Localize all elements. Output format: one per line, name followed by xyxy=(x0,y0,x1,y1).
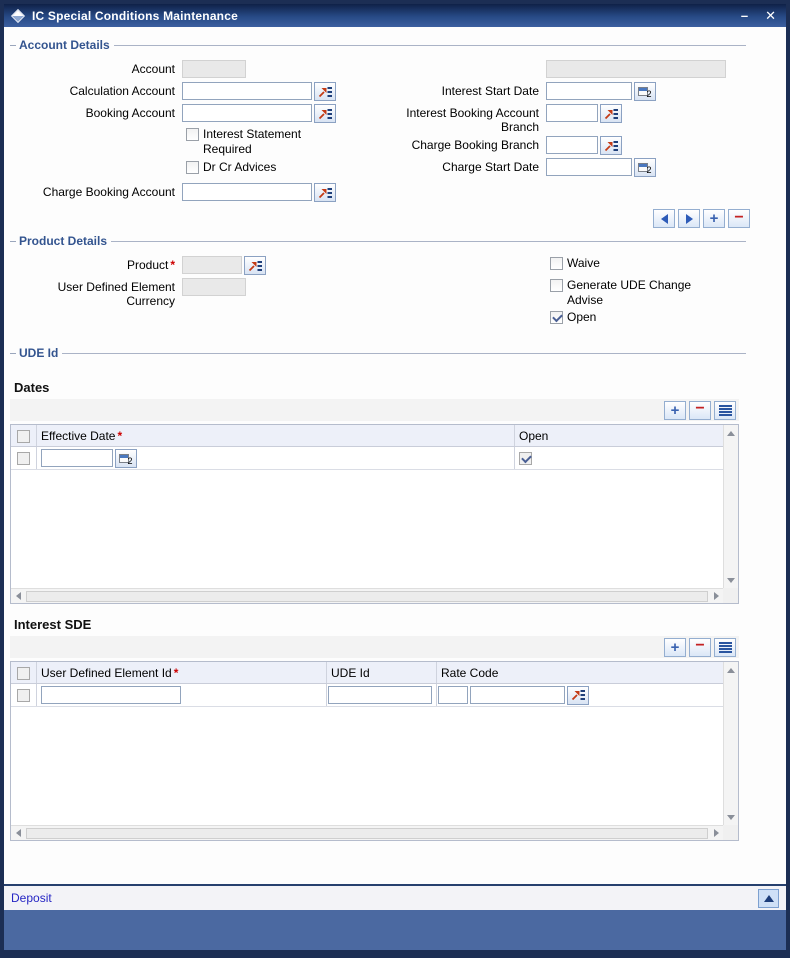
product-details-left-column xyxy=(10,256,394,332)
interest-sde-single-view-button[interactable] xyxy=(714,638,736,657)
dates-grid-body xyxy=(11,425,723,588)
ude-currency-input[interactable] xyxy=(182,278,246,296)
minimize-button[interactable] xyxy=(739,9,750,22)
dates-horizontal-scrollbar[interactable] xyxy=(11,588,723,603)
rate-code-column-header: Rate Code xyxy=(441,665,499,680)
product-lov-button[interactable] xyxy=(244,256,266,275)
interest-account-row xyxy=(394,60,780,80)
ude-id-cell xyxy=(327,684,437,706)
lov-icon xyxy=(604,140,618,152)
dates-heading: Dates xyxy=(14,380,50,395)
charge-booking-account-row xyxy=(10,183,394,203)
calendar-icon-number: 2 xyxy=(646,165,652,175)
charge-booking-branch-lov-button[interactable] xyxy=(600,136,622,155)
row-select-checkbox[interactable] xyxy=(17,689,30,702)
right-arrow-icon xyxy=(714,592,719,600)
interest-sde-heading: Interest SDE xyxy=(14,617,92,632)
row-select-cell xyxy=(11,447,37,469)
account-details-left-column xyxy=(10,60,394,205)
product-details-section-header xyxy=(10,234,746,248)
add-record-button[interactable] xyxy=(703,209,725,228)
ude-currency-label: User Defined Element Currency xyxy=(57,280,175,308)
charge-start-date-calendar-button[interactable] xyxy=(634,158,656,177)
interest-sde-grid xyxy=(10,661,739,841)
title-bar xyxy=(4,4,786,27)
lov-icon xyxy=(571,689,585,701)
waive-label: Waive xyxy=(567,256,600,270)
checkbox-icon[interactable] xyxy=(550,257,563,270)
interest-start-date-row xyxy=(394,82,780,102)
left-arrow-icon xyxy=(16,592,21,600)
up-triangle-icon xyxy=(764,895,774,902)
generate-ude-change-advise-label: Generate UDE Change Advise xyxy=(567,278,692,307)
open-label: Open xyxy=(567,310,597,324)
interest-booking-account-branch-row xyxy=(394,104,780,134)
scrollbar-corner xyxy=(723,588,738,603)
window-title: IC Special Conditions Maintenance xyxy=(32,8,238,23)
remove-record-button[interactable] xyxy=(728,209,750,228)
section-line xyxy=(62,353,746,354)
down-arrow-icon xyxy=(727,578,735,583)
scroll-left-arrow[interactable] xyxy=(11,826,25,840)
booking-account-lov-button[interactable] xyxy=(314,104,336,123)
row-open-checkbox[interactable] xyxy=(519,452,532,465)
section-dash xyxy=(10,353,16,354)
row-select-checkbox[interactable] xyxy=(17,452,30,465)
ude-id-title: UDE Id xyxy=(19,346,59,360)
interest-sde-toolbar xyxy=(10,636,739,658)
scroll-down-arrow[interactable] xyxy=(724,810,738,824)
checkbox-icon[interactable] xyxy=(186,128,199,141)
left-arrow-icon xyxy=(661,214,668,224)
dr-cr-advices-checkbox[interactable] xyxy=(186,160,276,175)
generate-ude-change-advise-row xyxy=(550,278,780,308)
charge-booking-branch-label: Charge Booking Branch xyxy=(411,138,539,152)
lov-icon xyxy=(318,86,332,98)
footer-band xyxy=(4,910,786,950)
lov-icon xyxy=(248,260,262,272)
interest-statement-required-row xyxy=(186,127,394,157)
select-all-checkbox[interactable] xyxy=(17,667,30,680)
interest-sde-data-row xyxy=(11,684,723,707)
dates-single-view-button[interactable] xyxy=(714,401,736,420)
minus-icon: − xyxy=(695,400,705,417)
app-diamond-icon xyxy=(11,8,25,22)
charge-booking-account-label: Charge Booking Account xyxy=(42,185,175,199)
horizontal-scroll-thumb[interactable] xyxy=(26,591,708,602)
effective-date-column-header: Effective Date * xyxy=(37,425,515,446)
deposit-link[interactable]: Deposit xyxy=(11,891,52,905)
charge-booking-account-lov-button[interactable] xyxy=(314,183,336,202)
dr-cr-advices-row xyxy=(186,160,394,180)
dates-add-row-button[interactable] xyxy=(664,401,686,420)
sde-select-all-cell xyxy=(11,662,37,683)
interest-sde-grid-body xyxy=(11,662,723,825)
rate-code-branch-input[interactable] xyxy=(438,686,468,704)
account-details-title: Account Details xyxy=(19,38,110,52)
right-arrow-icon xyxy=(714,829,719,837)
booking-account-input[interactable] xyxy=(182,104,312,122)
dates-grid xyxy=(10,424,739,604)
lov-icon xyxy=(318,108,332,120)
row-select-cell xyxy=(11,684,37,706)
scroll-down-arrow[interactable] xyxy=(724,573,738,587)
calculation-account-lov-button[interactable] xyxy=(314,82,336,101)
calculation-account-row xyxy=(10,82,394,102)
interest-sde-horizontal-scrollbar[interactable] xyxy=(11,825,723,840)
interest-sde-add-row-button[interactable] xyxy=(664,638,686,657)
scroll-left-arrow[interactable] xyxy=(11,589,25,603)
bottom-action-bar xyxy=(4,884,786,910)
interest-booking-account-branch-input[interactable] xyxy=(546,104,598,122)
interest-booking-account-branch-lov-button[interactable] xyxy=(600,104,622,123)
charge-start-date-row xyxy=(394,158,780,178)
interest-start-date-input[interactable] xyxy=(546,82,632,100)
open-row xyxy=(550,310,780,330)
charge-booking-branch-row xyxy=(394,136,780,156)
waive-row xyxy=(550,256,780,276)
down-arrow-icon xyxy=(727,815,735,820)
interest-sde-header-row xyxy=(11,662,723,684)
waive-checkbox[interactable] xyxy=(550,256,600,271)
ude-id-column-header: UDE Id xyxy=(327,662,437,683)
open-cell xyxy=(515,447,723,469)
required-asterisk: * xyxy=(173,665,179,680)
section-dash xyxy=(10,241,16,242)
rate-code-lov-button[interactable] xyxy=(567,686,589,705)
booking-account-row xyxy=(10,104,394,124)
open-column-header: Open xyxy=(519,428,549,443)
close-icon: ✕ xyxy=(765,8,776,23)
calendar-icon-number: 2 xyxy=(127,455,133,466)
horizontal-scroll-thumb[interactable] xyxy=(26,828,708,839)
account-details-fields xyxy=(10,60,780,205)
ude-element-id-cell xyxy=(37,684,327,706)
product-row xyxy=(10,256,394,276)
minus-icon: − xyxy=(734,208,744,226)
product-input[interactable] xyxy=(182,256,242,274)
scroll-up-arrow[interactable] xyxy=(724,426,738,440)
record-navigation xyxy=(10,209,750,228)
up-arrow-icon xyxy=(727,668,735,673)
effective-date-cell xyxy=(37,447,515,469)
dates-select-all-cell xyxy=(11,425,37,446)
select-all-checkbox[interactable] xyxy=(17,430,30,443)
dates-vertical-scrollbar[interactable] xyxy=(723,425,738,588)
product-details-fields xyxy=(10,256,780,332)
charge-booking-account-input[interactable] xyxy=(182,183,312,201)
calculation-account-label: Calculation Account xyxy=(69,84,175,98)
scroll-right-arrow[interactable] xyxy=(709,589,723,603)
form-content xyxy=(4,27,786,884)
section-line xyxy=(114,45,746,46)
previous-record-button[interactable] xyxy=(653,209,675,228)
section-line xyxy=(111,241,746,242)
scroll-up-arrow[interactable] xyxy=(724,663,738,677)
details-grid-icon xyxy=(719,405,732,416)
interest-start-date-label: Interest Start Date xyxy=(441,84,539,98)
effective-date-calendar-button[interactable] xyxy=(115,449,137,468)
checkbox-icon[interactable] xyxy=(186,161,199,174)
charge-start-date-input[interactable] xyxy=(546,158,632,176)
account-label: Account xyxy=(131,62,175,76)
account-field-row xyxy=(10,60,394,80)
scroll-right-arrow[interactable] xyxy=(709,826,723,840)
generate-ude-change-advise-checkbox[interactable] xyxy=(550,278,717,308)
interest-booking-account-branch-label: Interest Booking Account Branch xyxy=(406,106,539,134)
window-controls xyxy=(739,9,778,22)
scrollbar-corner xyxy=(723,825,738,840)
section-dash xyxy=(10,45,16,46)
ude-id-section-header xyxy=(10,346,746,360)
close-button[interactable] xyxy=(763,9,778,22)
next-record-button[interactable] xyxy=(678,209,700,228)
interest-sde-vertical-scrollbar[interactable] xyxy=(723,662,738,825)
charge-start-date-label: Charge Start Date xyxy=(442,160,539,174)
plus-icon: + xyxy=(709,210,719,227)
product-details-right-column xyxy=(394,256,780,332)
account-input[interactable] xyxy=(182,60,246,78)
scroll-panel-up-button[interactable] xyxy=(758,889,779,908)
calculation-account-input[interactable] xyxy=(182,82,312,100)
ude-element-id-input[interactable] xyxy=(41,686,181,704)
dr-cr-advices-label: Dr Cr Advices xyxy=(203,160,277,174)
rate-code-cell xyxy=(437,684,723,706)
right-arrow-icon xyxy=(686,214,693,224)
minimize-icon: – xyxy=(740,8,749,23)
plus-icon: + xyxy=(670,401,680,419)
ude-id-input[interactable] xyxy=(328,686,432,704)
charge-booking-branch-input[interactable] xyxy=(546,136,598,154)
account-details-right-column xyxy=(394,60,780,205)
details-grid-icon xyxy=(719,642,732,653)
checkbox-icon[interactable] xyxy=(550,279,563,292)
interest-statement-required-label: Interest Statement Required xyxy=(203,127,302,156)
effective-date-input[interactable] xyxy=(41,449,113,467)
open-checkbox[interactable] xyxy=(550,310,596,325)
dates-data-row xyxy=(11,447,723,470)
interest-statement-required-checkbox[interactable] xyxy=(186,127,313,157)
ude-element-id-column-header: User Defined Element Id * xyxy=(37,662,327,683)
dates-delete-row-button[interactable] xyxy=(689,401,711,420)
plus-icon: + xyxy=(670,638,680,656)
product-label: Product * xyxy=(126,258,175,272)
lov-icon xyxy=(604,108,618,120)
rate-code-input[interactable] xyxy=(470,686,565,704)
account-details-section-header xyxy=(10,38,746,52)
required-asterisk: * xyxy=(170,258,175,272)
lov-icon xyxy=(318,187,332,199)
left-arrow-icon xyxy=(16,829,21,837)
booking-account-label: Booking Account xyxy=(85,106,175,120)
product-details-title: Product Details xyxy=(19,234,108,248)
minus-icon: − xyxy=(695,637,705,654)
ude-currency-row xyxy=(10,278,394,308)
up-arrow-icon xyxy=(727,431,735,436)
interest-start-date-calendar-button[interactable] xyxy=(634,82,656,101)
dates-header-row xyxy=(11,425,723,447)
checkbox-icon[interactable] xyxy=(550,311,563,324)
interest-sde-delete-row-button[interactable] xyxy=(689,638,711,657)
dates-toolbar xyxy=(10,399,739,421)
required-asterisk: * xyxy=(117,428,123,443)
interest-account-display[interactable] xyxy=(546,60,726,78)
calendar-icon-number: 2 xyxy=(646,89,652,99)
blank-label xyxy=(394,60,546,62)
